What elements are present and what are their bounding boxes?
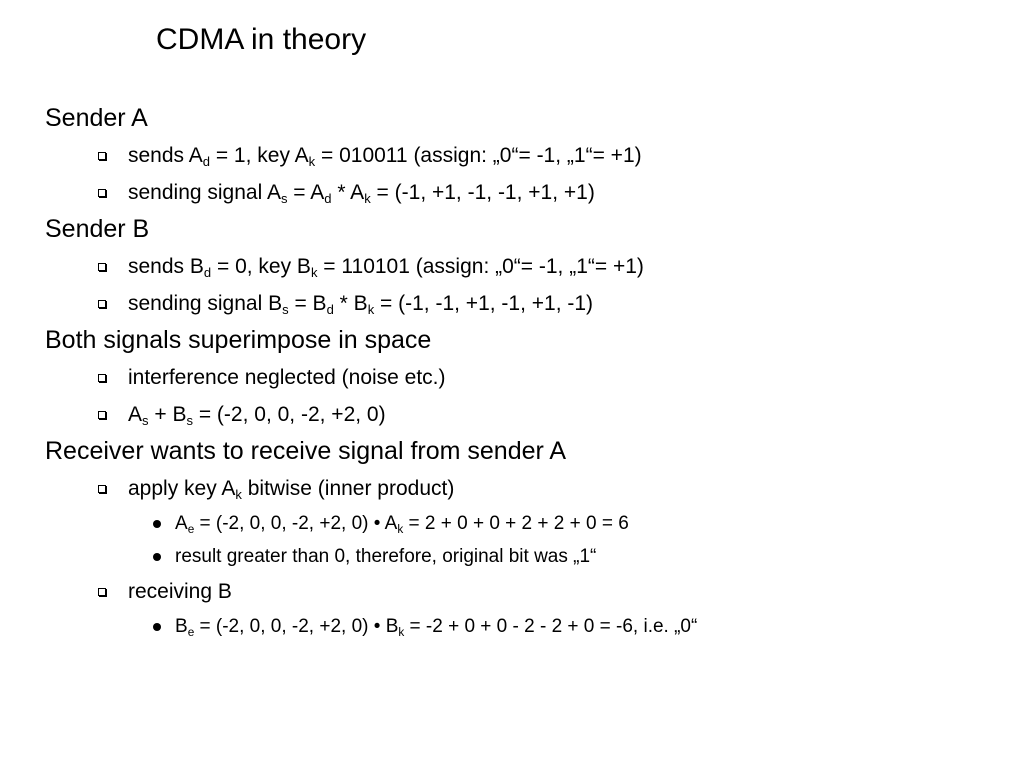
- subbullet-be: Be = (-2, 0, 0, -2, +2, 0) • Bk = -2 + 0 + 0 - 2 - 2 + 0 = -6, i.e. „0“: [45, 610, 1005, 643]
- bullet-sender-a-sends: sends Ad = 1, key Ak = 010011 (assign: „0“= -1, „1“= +1): [45, 137, 1005, 174]
- subbullet-ae: Ae = (-2, 0, 0, -2, +2, 0) • Ak = 2 + 0 + 0 + 2 + 2 + 0 = 6: [45, 507, 1005, 540]
- square-bullet-icon: [98, 374, 106, 382]
- round-bullet-icon: [153, 553, 161, 561]
- bullet-sum: As + Bs = (-2, 0, 0, -2, +2, 0): [45, 396, 1005, 433]
- square-bullet-icon: [98, 588, 106, 596]
- round-bullet-icon: [153, 520, 161, 528]
- heading-superimpose: Both signals superimpose in space: [45, 326, 432, 354]
- square-bullet-icon: [98, 485, 106, 493]
- bullet-sender-b-signal: sending signal Bs = Bd * Bk = (-1, -1, +1, -1, +1, -1): [45, 285, 1005, 322]
- square-bullet-icon: [98, 152, 106, 160]
- heading-sender-b: Sender B: [45, 215, 150, 243]
- square-bullet-icon: [98, 189, 106, 197]
- bullet-receiving-b: receiving B: [45, 573, 1005, 610]
- heading-sender-a: Sender A: [45, 104, 148, 132]
- bullet-sender-a-signal: sending signal As = Ad * Ak = (-1, +1, -1, -1, +1, +1): [45, 174, 1005, 211]
- bullet-apply-key: apply key Ak bitwise (inner product): [45, 470, 1005, 507]
- bullet-interference: interference neglected (noise etc.): [45, 359, 1005, 396]
- square-bullet-icon: [98, 411, 106, 419]
- square-bullet-icon: [98, 300, 106, 308]
- heading-receiver: Receiver wants to receive signal from sender A: [45, 437, 567, 465]
- slide-title: CDMA in theory: [156, 23, 367, 56]
- slide-content: [45, 100, 1005, 643]
- round-bullet-icon: [153, 623, 161, 631]
- bullet-sender-b-sends: sends Bd = 0, key Bk = 110101 (assign: „0“= -1, „1“= +1): [45, 248, 1005, 285]
- subbullet-result: result greater than 0, therefore, original bit was „1“: [45, 540, 1005, 573]
- square-bullet-icon: [98, 263, 106, 271]
